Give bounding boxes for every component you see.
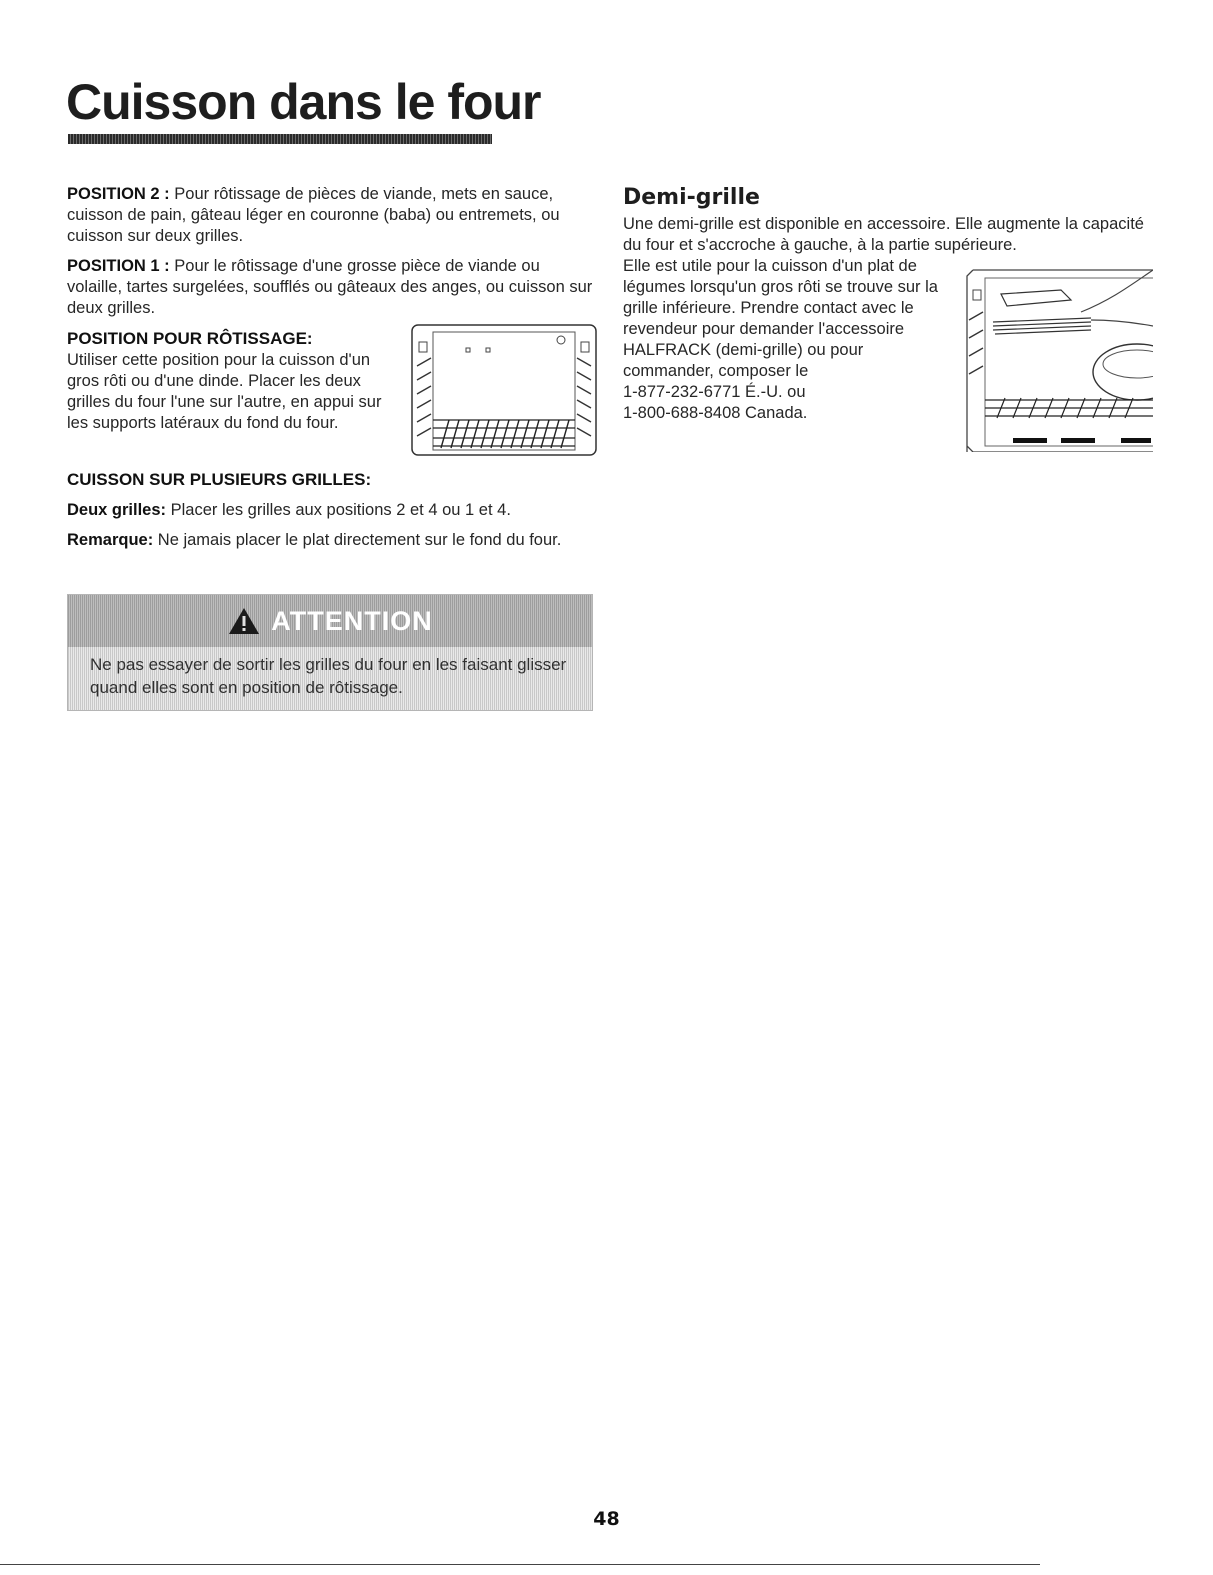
page-title: Cuisson dans le four bbox=[66, 74, 541, 130]
demi-grille-body-row bbox=[623, 256, 1153, 452]
phone-us: 1-877-232-6771 É.-U. ou bbox=[623, 383, 806, 401]
phone-canada: 1-800-688-8408 Canada. bbox=[623, 404, 808, 422]
position-2-text: Pour rôtissage de pièces de viande, mets en sauce, cuisson de pain, gâteau léger en couronne (baba) ou entremets, ou cuisson sur deux grilles. bbox=[67, 185, 560, 245]
attention-title: ATTENTION bbox=[271, 605, 433, 636]
deux-grilles-text: Placer les grilles aux positions 2 et 4 ou 1 et 4. bbox=[166, 501, 511, 519]
position-1-text: Pour le rôtissage d'une grosse pièce de viande ou volaille, tartes surgelées, soufflés ou gâteaux des anges, ou cuisson sur deux grilles. bbox=[67, 257, 593, 317]
remarque-label: Remarque: bbox=[67, 531, 154, 549]
demi-grille-intro: Une demi-grille est disponible en accessoire. Elle augmente la capacité du four et s'accroche à gauche, à la partie supérieure. bbox=[623, 215, 1144, 254]
remarque-text: Ne jamais placer le plat directement sur le fond du four. bbox=[153, 531, 562, 549]
multi-grilles-heading: CUISSON SUR PLUSIEURS GRILLES: bbox=[67, 470, 372, 489]
left-column bbox=[67, 184, 597, 551]
demi-grille-heading: Demi-grille bbox=[623, 185, 760, 210]
deux-grilles-label: Deux grilles: bbox=[67, 501, 167, 519]
warning-triangle-icon bbox=[227, 606, 261, 636]
remarque-paragraph bbox=[67, 530, 597, 551]
position-1-paragraph bbox=[67, 256, 597, 319]
demi-grille-body: Elle est utile pour la cuisson d'un plat de légumes lorsqu'un gros rôti se trouve sur la grille inférieure. Prendre contact avec le revendeur pour demander l'accessoire HALFRACK (demi-grille) ou pour commander, composer le bbox=[623, 257, 938, 380]
attention-text: Ne pas essayer de sortir les grilles du four en les faisant glisser quand elles sont en position de rôtissage. bbox=[90, 655, 567, 697]
right-column bbox=[623, 184, 1153, 452]
page-number: 48 bbox=[593, 1508, 620, 1530]
rotissage-text: Utiliser cette position pour la cuisson d'un gros rôti ou d'une dinde. Placer les deux grilles du four l'une sur l'autre, en appui sur les supports latéraux du fond du four. bbox=[67, 351, 382, 432]
bottom-rule bbox=[0, 1564, 1040, 1565]
rotissage-heading: POSITION POUR RÔTISSAGE: bbox=[67, 329, 313, 348]
attention-warning-box bbox=[67, 594, 593, 711]
position-2-paragraph bbox=[67, 184, 597, 247]
title-underline bbox=[68, 134, 492, 144]
attention-header bbox=[68, 595, 592, 647]
position-1-label: POSITION 1 : bbox=[67, 257, 170, 275]
position-2-label: POSITION 2 : bbox=[67, 185, 170, 203]
oven-rotissage-illustration bbox=[411, 324, 597, 456]
rotissage-section bbox=[67, 328, 597, 456]
deux-grilles-paragraph bbox=[67, 500, 597, 521]
half-rack-illustration bbox=[961, 260, 1153, 452]
